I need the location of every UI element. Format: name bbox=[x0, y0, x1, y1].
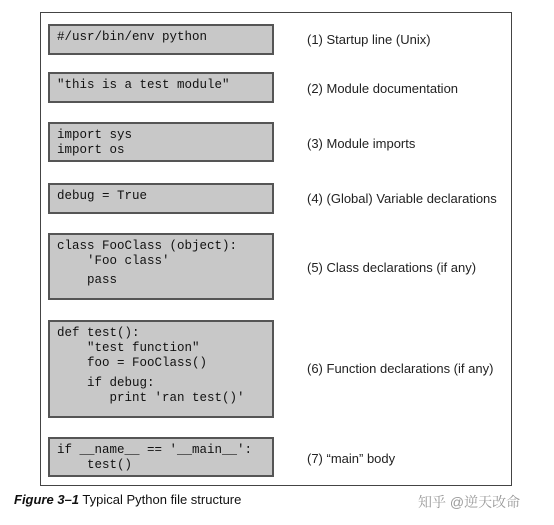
code-box-class-declarations bbox=[48, 233, 274, 300]
code-line: "this is a test module" bbox=[57, 78, 230, 92]
figure-caption-text: Typical Python file structure bbox=[79, 492, 242, 507]
watermark: 知乎 @逆天改命 bbox=[418, 494, 521, 510]
code-line: print 'ran test()' bbox=[57, 391, 245, 405]
code-line: class FooClass (object): bbox=[57, 239, 238, 253]
label-function-declarations: (6) Function declarations (if any) bbox=[307, 361, 494, 376]
code-box-module-documentation bbox=[48, 72, 274, 103]
code-box-main-body bbox=[48, 437, 274, 477]
code-line: test() bbox=[57, 458, 133, 472]
code-line: pass bbox=[57, 273, 118, 287]
code-line: if __name__ == '__main__': bbox=[57, 443, 253, 457]
code-box-variable-declarations bbox=[48, 183, 274, 214]
code-line: debug = True bbox=[57, 189, 148, 203]
label-variable-declarations: (4) (Global) Variable declarations bbox=[307, 191, 497, 206]
code-line: 'Foo class' bbox=[57, 254, 170, 268]
code-line: foo = FooClass() bbox=[57, 356, 208, 370]
code-line: import os bbox=[57, 143, 125, 157]
code-line: #/usr/bin/env python bbox=[57, 30, 208, 44]
code-box-module-imports bbox=[48, 122, 274, 162]
code-line: def test(): bbox=[57, 326, 140, 340]
label-main-body: (7) “main” body bbox=[307, 451, 396, 466]
label-class-declarations: (5) Class declarations (if any) bbox=[307, 260, 477, 275]
code-line: import sys bbox=[57, 128, 133, 142]
label-startup-line: (1) Startup line (Unix) bbox=[307, 32, 431, 47]
code-line: "test function" bbox=[57, 341, 200, 355]
code-box-function-declarations bbox=[48, 320, 274, 418]
code-line: if debug: bbox=[57, 376, 155, 390]
figure-number: Figure 3–1 bbox=[14, 492, 80, 507]
figure-caption bbox=[14, 492, 241, 507]
label-module-imports: (3) Module imports bbox=[307, 136, 416, 151]
label-module-documentation: (2) Module documentation bbox=[307, 81, 459, 96]
code-box-startup-line bbox=[48, 24, 274, 55]
